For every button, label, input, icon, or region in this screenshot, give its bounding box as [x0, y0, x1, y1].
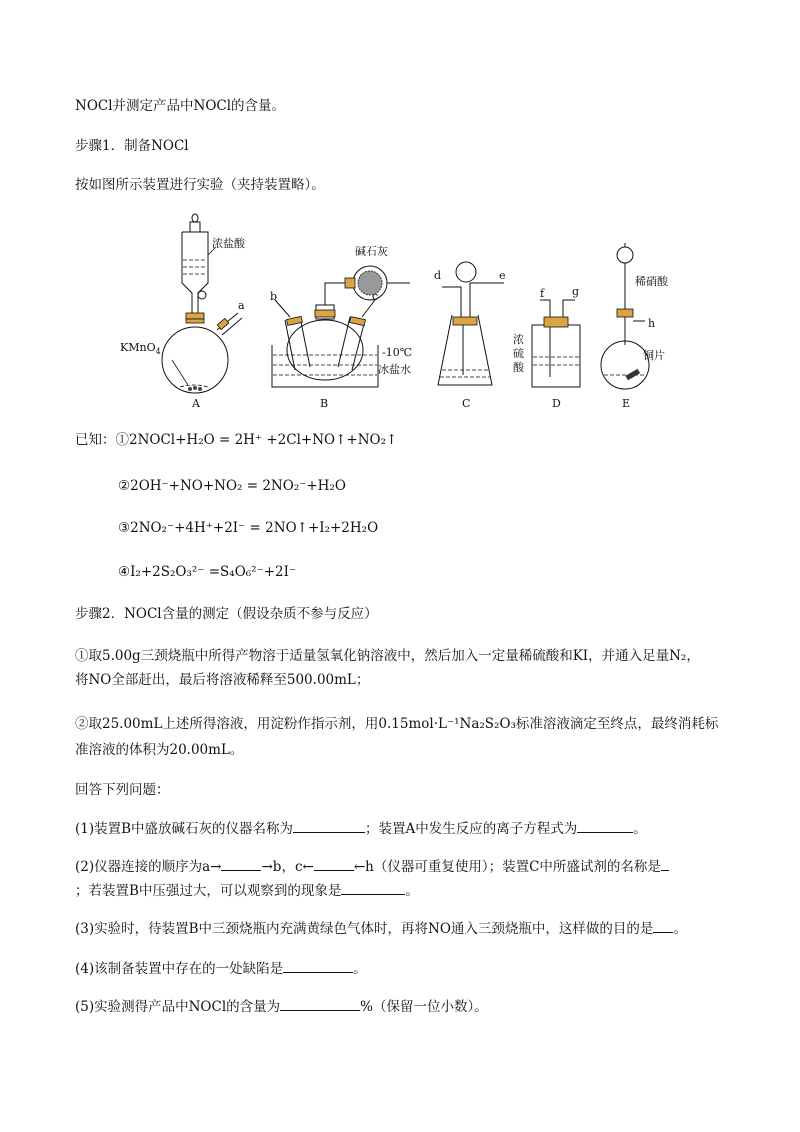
- label-port-e: e: [499, 269, 506, 282]
- answer-prompt: 回答下列问题：: [75, 782, 170, 798]
- label-kmno4: KMnO$_4$: [120, 341, 161, 356]
- label-ice-salt: 冰盐水: [378, 363, 411, 376]
- step2-p1-line1: ①取5.00g三颈烧瓶中所得产物溶于适量氢氧化钠溶液中，然后加入一定量稀硫酸和KI，并通入足量N₂，: [75, 648, 700, 664]
- step1-desc: 按如图所示装置进行实验（夹持装置略）。: [75, 177, 325, 193]
- known-eq1-line: 已知：①2NOCl+H₂O = 2H⁺ +2Cl+NO↑+NO₂↑: [75, 432, 398, 448]
- apparatus-b: [270, 244, 412, 410]
- known-eq4: ④I₂+2S₂O₃²⁻ =S₄O₆²⁻+2I⁻: [118, 564, 297, 580]
- label-port-f: f: [540, 287, 545, 300]
- label-port-b: b: [270, 290, 278, 303]
- step2-p1-line2: 将NO全部赶出，最后将溶液稀释至500.00mL；: [75, 672, 370, 688]
- apparatus-figure: [120, 205, 680, 415]
- step2-p2-line2: 准溶液的体积为20.00mL。: [75, 742, 244, 758]
- label-port-h: h: [648, 317, 656, 330]
- label-apparatus-a: A: [192, 397, 200, 410]
- step1-title: 步骤1．制备NOCl: [75, 138, 189, 154]
- known-eq1: ①2NOCl+H₂O = 2H⁺ +2Cl+NO↑+NO₂↑: [115, 432, 398, 448]
- question-3: (3)实验时，待装置B中三颈烧瓶内充满黄绿色气体时，再将NO通入三颈烧瓶中，这样做的目的是 。: [75, 918, 687, 939]
- label-apparatus-e: E: [622, 397, 631, 410]
- label-soda-lime: 碱石灰: [355, 245, 388, 258]
- answer-blank-2a[interactable]: [221, 856, 261, 871]
- apparatus-c: [434, 262, 506, 410]
- answer-blank-3[interactable]: [653, 918, 673, 933]
- label-conc-h2so4-3: 酸: [513, 361, 524, 374]
- label-conc-h2so4-1: 浓: [513, 333, 524, 346]
- known-eq3: ③2NO₂⁻+4H⁺+2I⁻ = 2NO↑+I₂+2H₂O: [118, 520, 379, 536]
- label-apparatus-d: D: [552, 397, 561, 410]
- label-dil-hno3: 稀硝酸: [635, 275, 668, 288]
- step2-title: 步骤2．NOCl含量的测定（假设杂质不参与反应）: [75, 606, 378, 622]
- answer-blank-1a[interactable]: [293, 818, 365, 833]
- apparatus-a: [120, 214, 246, 410]
- label-copper: 铜片: [643, 349, 665, 362]
- answer-blank-5[interactable]: [280, 996, 360, 1011]
- label-port-g: g: [572, 285, 580, 298]
- question-2-line1: (2)仪器连接的顺序为a→ →b，c← ←h（仪器可重复使用）；装置C中所盛试剂的名称是: [75, 856, 669, 877]
- label-conc-h2so4-2: 硫: [513, 347, 524, 360]
- label-temp: -10℃: [382, 346, 413, 359]
- answer-blank-2d[interactable]: [341, 880, 405, 895]
- answer-blank-2b[interactable]: [314, 856, 354, 871]
- question-5: (5)实验测得产品中NOCl的含量为 %（保留一位小数）。: [75, 996, 488, 1017]
- question-2-line2: ；若装置B中压强过大，可以观察到的现象是 。: [75, 880, 419, 901]
- answer-blank-1b[interactable]: [577, 818, 633, 833]
- step2-p2-line1: ②取25.00mL上述所得溶液，用淀粉作指示剂，用0.15mol·L⁻¹Na₂S₂O₃标准溶液滴定至终点，最终消耗标: [75, 716, 719, 732]
- label-port-d: d: [434, 269, 442, 282]
- label-apparatus-c: C: [462, 397, 471, 410]
- label-conc-hcl: 浓盐酸: [212, 237, 245, 250]
- question-1: (1)装置B中盛放碱石灰的仪器名称为 ；装置A中发生反应的离子方程式为 。: [75, 818, 647, 839]
- answer-blank-4[interactable]: [283, 958, 353, 973]
- apparatus-d: [513, 285, 580, 410]
- question-4: (4)该制备装置中存在的一处缺陷是 。: [75, 958, 367, 979]
- label-apparatus-b: B: [320, 397, 329, 410]
- known-eq2: ②2OH⁻+NO+NO₂ = 2NO₂⁻+H₂O: [118, 478, 346, 494]
- answer-blank-2c[interactable]: [661, 856, 669, 871]
- intro-line: NOCl并测定产品中NOCl的含量。: [75, 98, 286, 114]
- label-port-c: c: [372, 290, 379, 303]
- label-port-a: a: [238, 299, 245, 312]
- apparatus-e: [601, 243, 669, 410]
